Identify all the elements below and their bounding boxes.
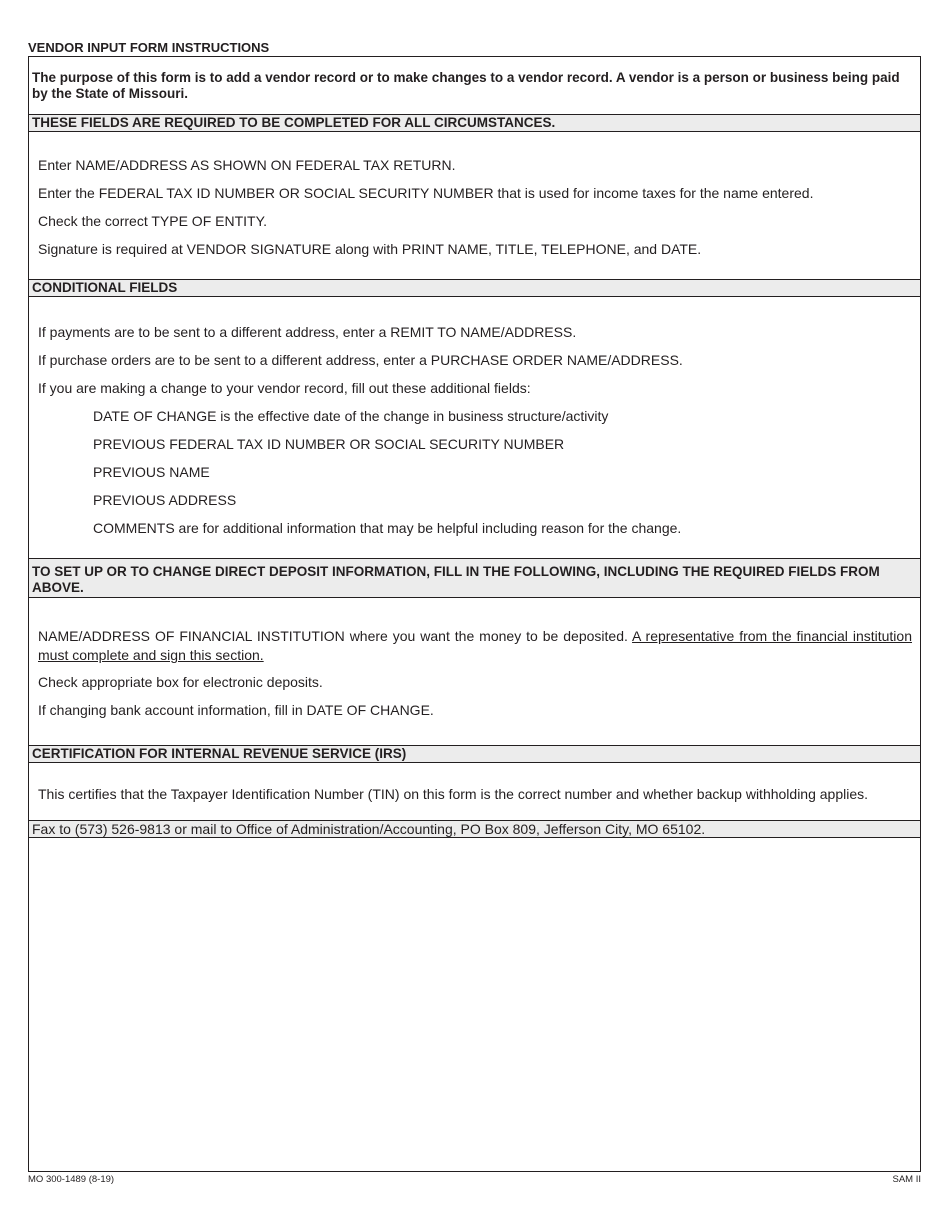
direct-deposit-header: TO SET UP OR TO CHANGE DIRECT DEPOSIT INFORMATION, FILL IN THE FOLLOWING, INCLUDING THE REQUIRED FIELDS FROM ABOVE. <box>29 558 920 598</box>
conditional-line-purchase-order: If purchase orders are to be sent to a different address, enter a PURCHASE ORDER NAME/ADDRESS. <box>38 352 683 368</box>
required-line-signature: Signature is required at VENDOR SIGNATURE along with PRINT NAME, TITLE, TELEPHONE, and DATE. <box>38 241 702 257</box>
sub-item-date-of-change: DATE OF CHANGE is the effective date of the change in business structure/activity <box>93 408 609 424</box>
form-number: MO 300-1489 (8-19) <box>28 1174 115 1185</box>
system-label: SAM II <box>892 1174 921 1185</box>
certification-text: This certifies that the Taxpayer Identification Number (TIN) on this form is the correct number and whether backup withholding applies. <box>38 786 869 802</box>
sub-item-previous-address: PREVIOUS ADDRESS <box>93 492 237 508</box>
direct-deposit-line-date-of-change: If changing bank account information, fill in DATE OF CHANGE. <box>38 702 434 718</box>
required-fields-header: THESE FIELDS ARE REQUIRED TO BE COMPLETED FOR ALL CIRCUMSTANCES. <box>29 114 920 132</box>
required-line-tax-id: Enter the FEDERAL TAX ID NUMBER OR SOCIAL SECURITY NUMBER that is used for income taxes for the name entered. <box>38 185 814 201</box>
sub-item-previous-name: PREVIOUS NAME <box>93 464 210 480</box>
required-line-entity-type: Check the correct TYPE OF ENTITY. <box>38 213 267 229</box>
conditional-line-change-record: If you are making a change to your vendor record, fill out these additional fields: <box>38 380 531 396</box>
fax-mail-instructions: Fax to (573) 526-9813 or mail to Office of Administration/Accounting, PO Box 809, Jefferson City, MO 65102. <box>29 820 920 838</box>
institution-text: NAME/ADDRESS OF FINANCIAL INSTITUTION where you want the money to be deposited. <box>38 628 628 644</box>
conditional-fields-header: CONDITIONAL FIELDS <box>29 279 920 297</box>
sub-item-comments: COMMENTS are for additional information that may be helpful including reason for the change. <box>93 520 682 536</box>
conditional-line-remit-to: If payments are to be sent to a different address, enter a REMIT TO NAME/ADDRESS. <box>38 324 577 340</box>
institution-signature-note: A representative from the financial institution must complete and sign this section. <box>38 628 912 663</box>
direct-deposit-institution-paragraph <box>38 627 912 665</box>
purpose-statement: The purpose of this form is to add a vendor record or to make changes to a vendor record. A vendor is a person or business being paid by the State of Missouri. <box>32 70 900 101</box>
instructions-frame <box>28 56 921 1172</box>
required-line-name-address: Enter NAME/ADDRESS AS SHOWN ON FEDERAL TAX RETURN. <box>38 157 456 173</box>
direct-deposit-line-check-box: Check appropriate box for electronic deposits. <box>38 674 323 690</box>
form-title: VENDOR INPUT FORM INSTRUCTIONS <box>28 40 270 55</box>
sub-item-previous-tax-id: PREVIOUS FEDERAL TAX ID NUMBER OR SOCIAL SECURITY NUMBER <box>93 436 565 452</box>
certification-header: CERTIFICATION FOR INTERNAL REVENUE SERVICE (IRS) <box>29 745 920 763</box>
